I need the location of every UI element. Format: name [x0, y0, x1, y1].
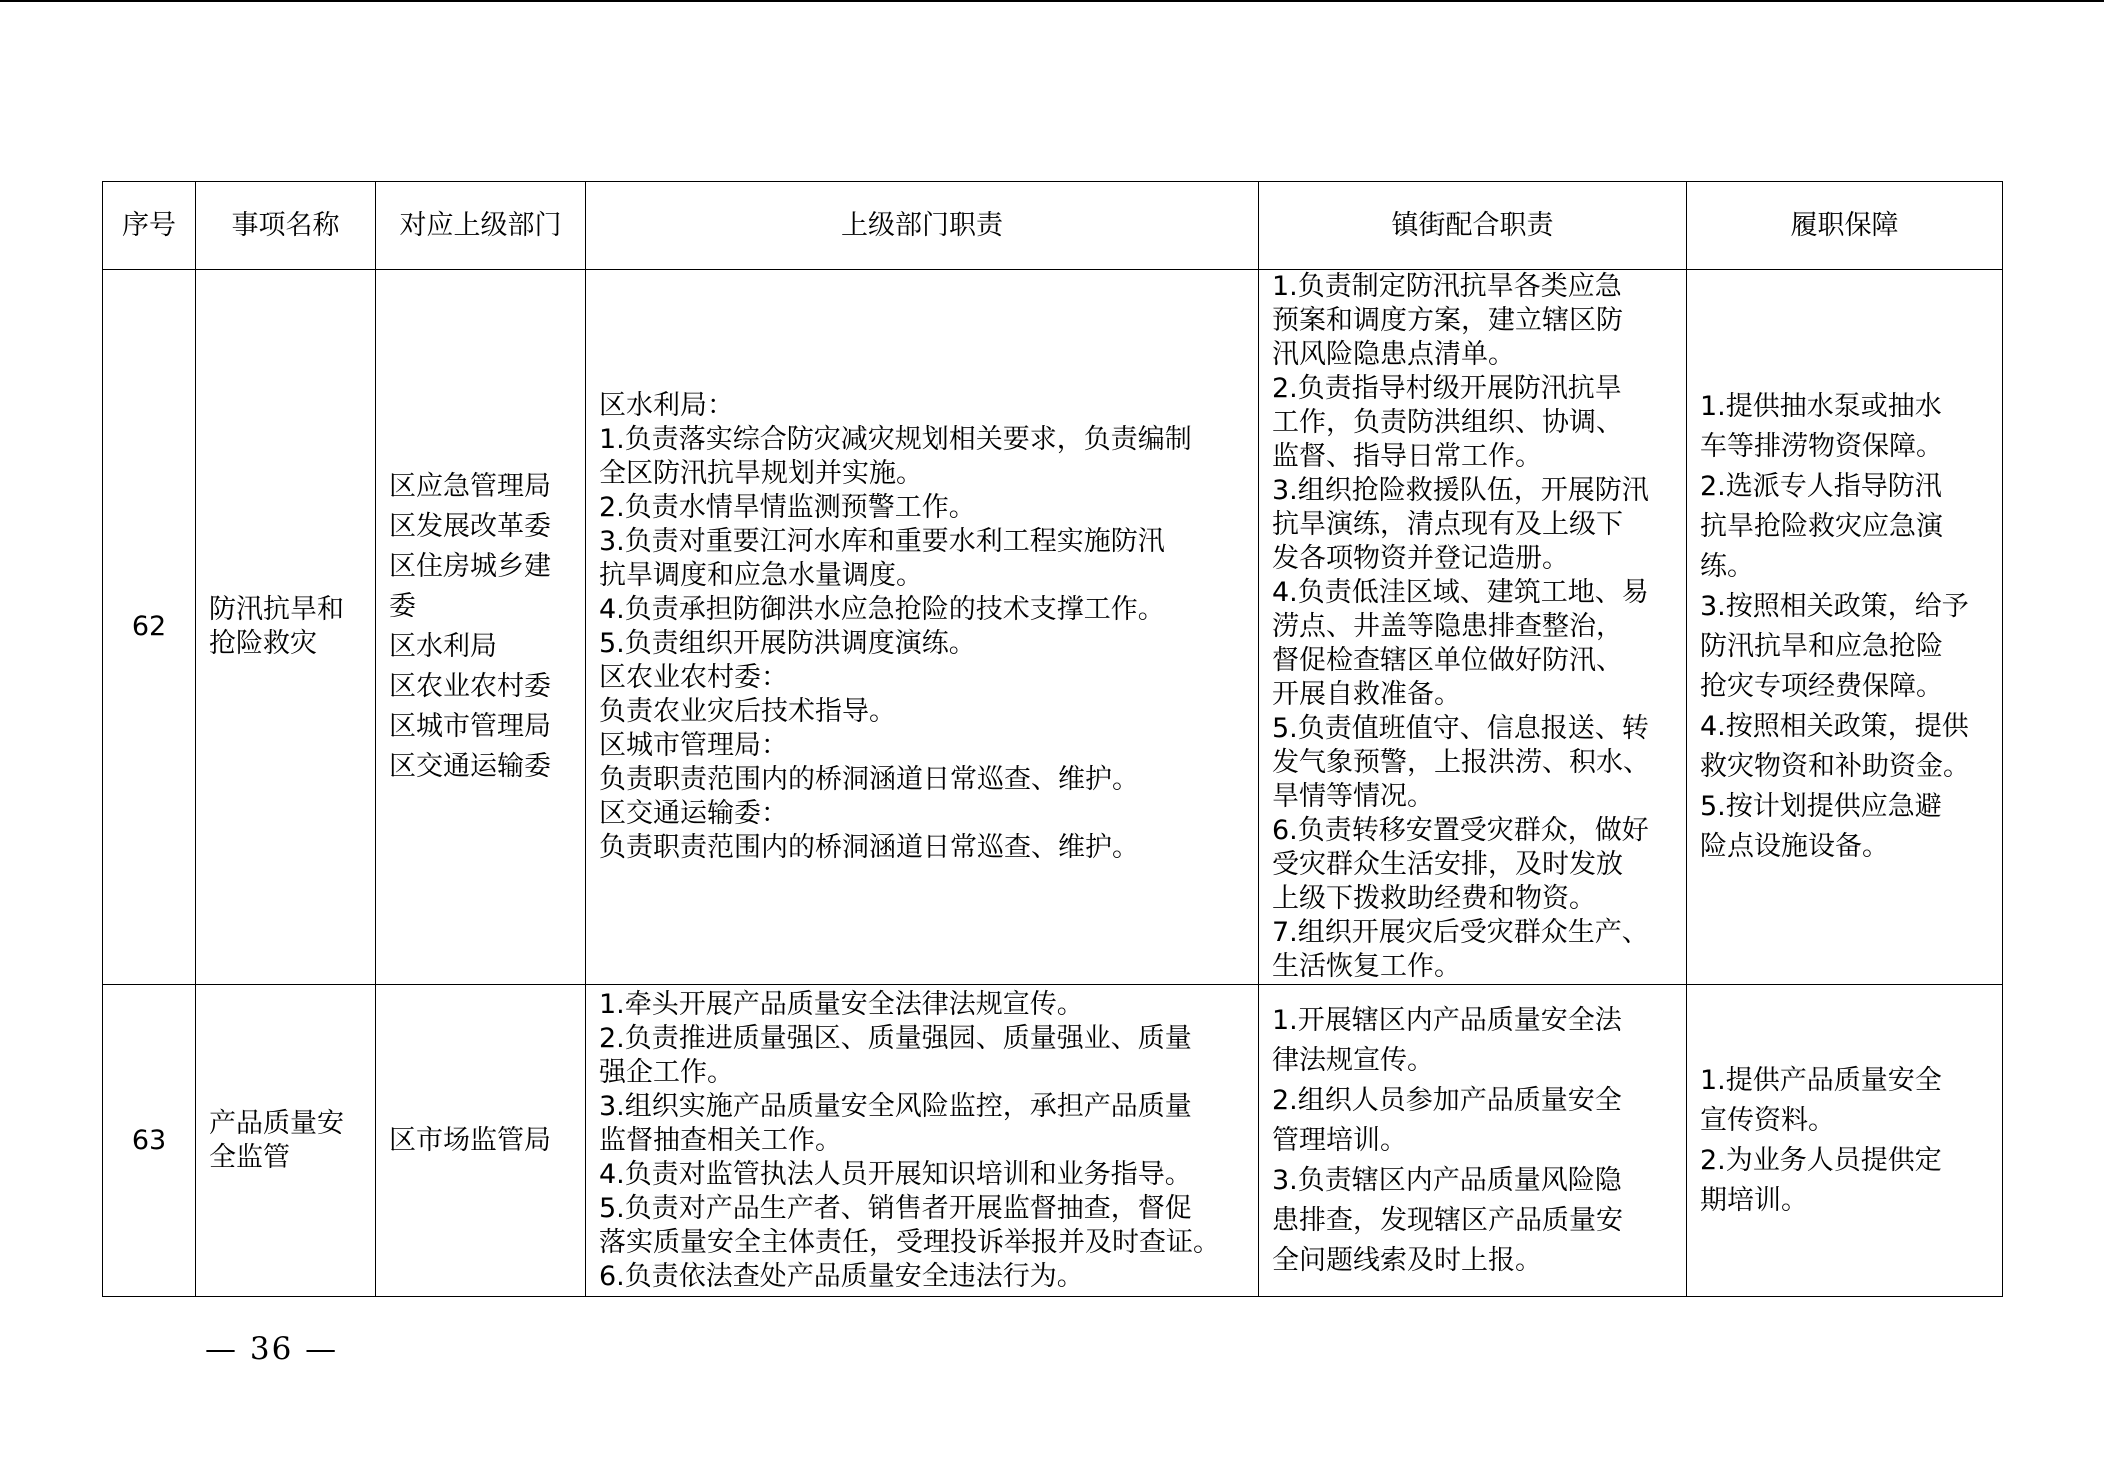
guarantee-line: 宣传资料。	[1700, 1104, 1835, 1136]
town-duty-line: 发气象预警，上报洪涝、积水、	[1272, 747, 1650, 778]
item-name-line: 产品质量安	[209, 1107, 344, 1139]
guarantee-line: 车等排涝物资保障。	[1700, 431, 1943, 462]
duties-table	[102, 181, 2003, 1297]
header-guarantee: 履职保障	[1687, 182, 2003, 270]
upper-duty-line: 区城市管理局：	[599, 730, 788, 761]
upper-duty-line: 5.负责对产品生产者、销售者开展监督抽查，督促	[599, 1192, 1192, 1224]
upper-duty-line: 区水利局：	[599, 390, 734, 421]
guarantee-cell	[1687, 985, 2003, 1297]
upper-duty-line: 区交通运输委：	[599, 798, 788, 829]
town-duty-line: 律法规宣传。	[1272, 1044, 1434, 1076]
upper-duty-line: 6.负责依法查处产品质量安全违法行为。	[599, 1260, 1084, 1292]
guarantee-line: 1.提供抽水泵或抽水	[1700, 391, 1942, 422]
upper-duty-line: 负责职责范围内的桥洞涵道日常巡查、维护。	[599, 764, 1139, 795]
town-duty-line: 发各项物资并登记造册。	[1272, 543, 1569, 574]
town-duty-line: 3.负责辖区内产品质量风险隐	[1272, 1164, 1622, 1196]
upper-duty-line: 4.负责承担防御洪水应急抢险的技术支撑工作。	[599, 594, 1165, 625]
header-department: 对应上级部门	[376, 182, 586, 270]
header-item-name: 事项名称	[196, 182, 376, 270]
upper-duty-line: 5.负责组织开展防洪调度演练。	[599, 628, 976, 659]
guarantee-line: 练。	[1700, 551, 1754, 582]
table-row	[103, 270, 2003, 985]
upper-duties-cell	[586, 270, 1259, 985]
town-duty-line: 管理培训。	[1272, 1124, 1407, 1156]
town-duty-line: 涝点、井盖等隐患排查整治，	[1272, 611, 1623, 642]
department-cell	[376, 270, 586, 985]
upper-duty-line: 4.负责对监管执法人员开展知识培训和业务指导。	[599, 1158, 1192, 1190]
item-name-line: 抢险救灾	[209, 628, 317, 659]
department-line: 区市场监管局	[389, 1124, 551, 1156]
department-line: 区住房城乡建	[389, 551, 551, 582]
guarantee-line: 抗旱抢险救灾应急演	[1700, 511, 1943, 542]
guarantee-line: 1.提供产品质量安全	[1700, 1064, 1942, 1096]
guarantee-line: 救灾物资和补助资金。	[1700, 751, 1970, 782]
upper-duties-cell	[586, 985, 1259, 1297]
row-number: 62	[103, 270, 196, 985]
upper-duty-line: 1.负责落实综合防灾减灾规划相关要求，负责编制	[599, 424, 1192, 455]
town-duties-cell	[1259, 270, 1687, 985]
guarantee-line: 3.按照相关政策，给予	[1700, 591, 1969, 622]
department-line: 区发展改革委	[389, 511, 551, 542]
department-line: 区城市管理局	[389, 711, 551, 742]
town-duty-line: 5.负责值班值守、信息报送、转	[1272, 713, 1649, 744]
department-line: 区水利局	[389, 631, 497, 662]
department-line: 区农业农村委	[389, 671, 551, 702]
page-number: — 36 —	[205, 1331, 339, 1367]
department-line: 区交通运输委	[389, 751, 551, 782]
upper-duty-line: 强企工作。	[599, 1056, 734, 1088]
upper-duty-line: 负责职责范围内的桥洞涵道日常巡查、维护。	[599, 832, 1139, 863]
department-line: 委	[389, 591, 416, 622]
town-duty-line: 旱情等情况。	[1272, 781, 1434, 812]
guarantee-line: 2.为业务人员提供定	[1700, 1144, 1942, 1176]
town-duty-line: 预案和调度方案，建立辖区防	[1272, 305, 1623, 336]
town-duty-line: 上级下拨救助经费和物资。	[1272, 883, 1596, 914]
town-duty-line: 2.负责指导村级开展防汛抗旱	[1272, 373, 1622, 404]
town-duty-line: 开展自救准备。	[1272, 679, 1461, 710]
guarantee-line: 5.按计划提供应急避	[1700, 791, 1942, 822]
town-duty-line: 7.组织开展灾后受灾群众生产、	[1272, 917, 1649, 948]
upper-duty-line: 3.组织实施产品质量安全风险监控，承担产品质量	[599, 1090, 1192, 1122]
guarantee-line: 险点设施设备。	[1700, 831, 1889, 862]
department-cell	[376, 985, 586, 1297]
upper-duty-line: 监督抽查相关工作。	[599, 1124, 842, 1156]
guarantee-line: 抢灾专项经费保障。	[1700, 671, 1943, 702]
table-header-row	[103, 182, 2003, 270]
upper-duty-line: 负责农业灾后技术指导。	[599, 696, 896, 727]
row-number: 63	[103, 985, 196, 1297]
item-name-line: 全监管	[209, 1141, 290, 1173]
header-town-duties: 镇街配合职责	[1259, 182, 1687, 270]
guarantee-line: 2.选派专人指导防汛	[1700, 471, 1942, 502]
town-duty-line: 督促检查辖区单位做好防汛、	[1272, 645, 1623, 676]
town-duty-line: 4.负责低洼区域、建筑工地、易	[1272, 577, 1649, 608]
town-duty-line: 2.组织人员参加产品质量安全	[1272, 1084, 1622, 1116]
item-name-cell	[196, 985, 376, 1297]
guarantee-line: 4.按照相关政策，提供	[1700, 711, 1969, 742]
upper-duty-line: 抗旱调度和应急水量调度。	[599, 560, 923, 591]
guarantee-line: 期培训。	[1700, 1184, 1808, 1216]
town-duty-line: 患排查，发现辖区产品质量安	[1272, 1204, 1623, 1236]
department-line: 区应急管理局	[389, 471, 551, 502]
upper-duty-line: 3.负责对重要江河水库和重要水利工程实施防汛	[599, 526, 1165, 557]
item-name-line: 防汛抗旱和	[209, 594, 344, 625]
header-upper-duties: 上级部门职责	[586, 182, 1259, 270]
upper-duty-line: 全区防汛抗旱规划并实施。	[599, 458, 923, 489]
town-duty-line: 汛风险隐患点清单。	[1272, 339, 1515, 370]
upper-duty-line: 落实质量安全主体责任，受理投诉举报并及时查证。	[599, 1226, 1220, 1258]
header-number: 序号	[103, 182, 196, 270]
town-duty-line: 抗旱演练，清点现有及上级下	[1272, 509, 1623, 540]
table-row	[103, 985, 2003, 1297]
upper-duty-line: 区农业农村委：	[599, 662, 788, 693]
top-border-line	[0, 0, 2104, 2]
town-duty-line: 3.组织抢险救援队伍，开展防汛	[1272, 475, 1649, 506]
town-duty-line: 1.负责制定防汛抗旱各类应急	[1272, 271, 1622, 302]
item-name-cell	[196, 270, 376, 985]
town-duty-line: 监督、指导日常工作。	[1272, 441, 1542, 472]
town-duty-line: 6.负责转移安置受灾群众，做好	[1272, 815, 1649, 846]
town-duty-line: 受灾群众生活安排，及时发放	[1272, 849, 1623, 880]
town-duty-line: 1.开展辖区内产品质量安全法	[1272, 1004, 1622, 1036]
guarantee-cell	[1687, 270, 2003, 985]
guarantee-line: 防汛抗旱和应急抢险	[1700, 631, 1943, 662]
upper-duty-line: 1.牵头开展产品质量安全法律法规宣传。	[599, 988, 1084, 1020]
town-duties-cell	[1259, 985, 1687, 1297]
town-duty-line: 工作，负责防洪组织、协调、	[1272, 407, 1623, 438]
town-duty-line: 生活恢复工作。	[1272, 951, 1461, 982]
upper-duty-line: 2.负责水情旱情监测预警工作。	[599, 492, 976, 523]
town-duty-line: 全问题线索及时上报。	[1272, 1244, 1542, 1276]
upper-duty-line: 2.负责推进质量强区、质量强园、质量强业、质量	[599, 1022, 1192, 1054]
